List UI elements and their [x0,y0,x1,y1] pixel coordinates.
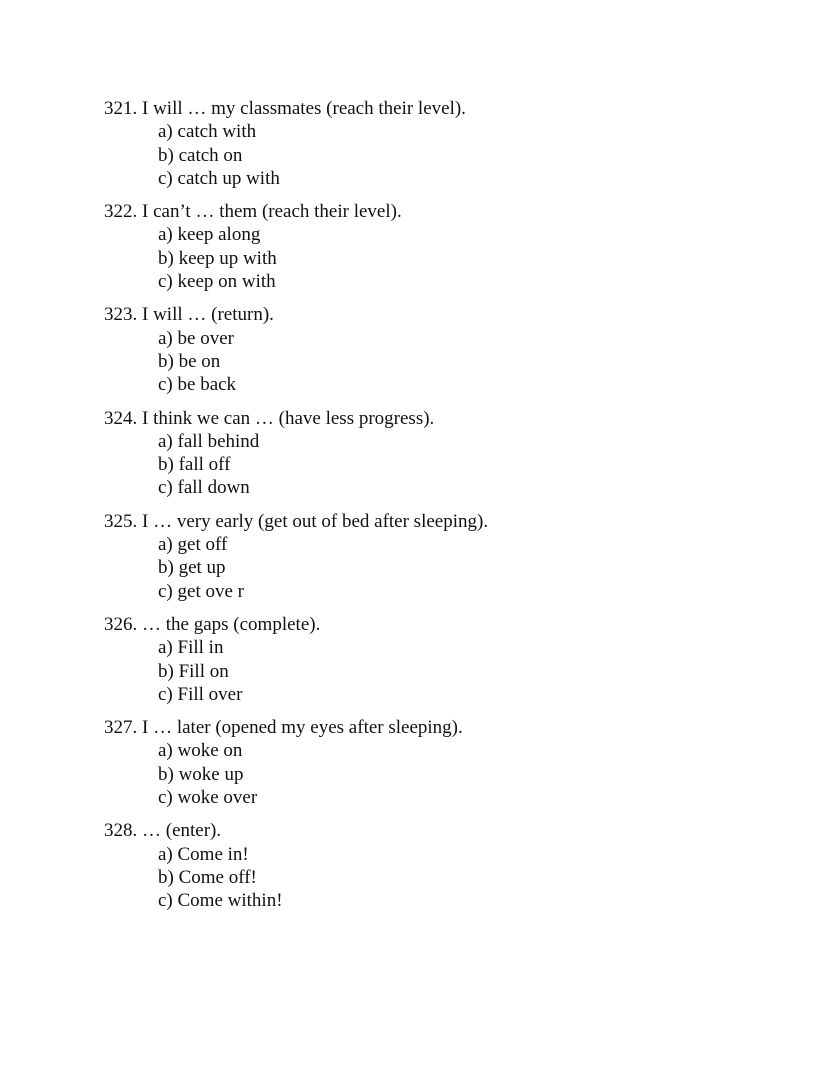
option-a: a) keep along [158,224,261,246]
option-a: a) get off [158,534,228,556]
question-323 [104,303,784,396]
option-c: c) keep on with [158,271,276,293]
option-a: a) be over [158,327,234,349]
question-stem: 321. I will … my classmates (reach their level). [104,98,466,119]
option-list [104,739,784,809]
option-list [104,533,784,603]
option-a: a) fall behind [158,430,260,452]
question-stem: 324. I think we can … (have less progress). [104,407,435,429]
question-322 [104,200,784,293]
option-a: a) woke on [158,740,243,762]
question-stem: 327. I … later (opened my eyes after sleeping). [104,717,463,739]
question-321 [104,97,784,190]
option-a: a) Fill in [158,637,224,659]
option-b: b) get up [158,557,226,579]
option-c: c) Fill over [158,683,243,705]
option-list [104,327,784,397]
option-c: c) get ove r [158,580,244,602]
option-list [104,636,784,706]
option-b: b) Fill on [158,660,229,682]
option-c: c) Come within! [158,890,283,912]
option-c: c) catch up with [158,167,280,189]
option-list [104,843,784,913]
question-328 [104,819,784,912]
question-stem: 323. I will … (return). [104,304,274,326]
question-326 [104,613,784,706]
option-a: a) catch with [158,121,257,143]
option-list [104,430,784,500]
question-list [104,97,784,923]
option-b: b) catch on [158,144,243,166]
option-c: c) be back [158,374,237,396]
question-325 [104,510,784,603]
option-b: b) keep up with [158,247,277,269]
option-b: b) Come off! [158,866,257,888]
option-list [104,120,784,190]
option-c: c) woke over [158,787,258,809]
question-stem: 328. … (enter). [104,820,222,842]
option-b: b) be on [158,350,221,372]
question-stem: 326. … the gaps (complete). [104,613,321,635]
question-stem: 322. I can’t … them (reach their level). [104,201,402,223]
question-stem: 325. I … very early (get out of bed after sleeping). [104,510,489,532]
question-327 [104,716,784,809]
option-b: b) woke up [158,763,244,785]
option-list [104,223,784,293]
option-c: c) fall down [158,477,250,499]
question-324 [104,407,784,500]
option-a: a) Come in! [158,843,249,865]
option-b: b) fall off [158,454,231,476]
